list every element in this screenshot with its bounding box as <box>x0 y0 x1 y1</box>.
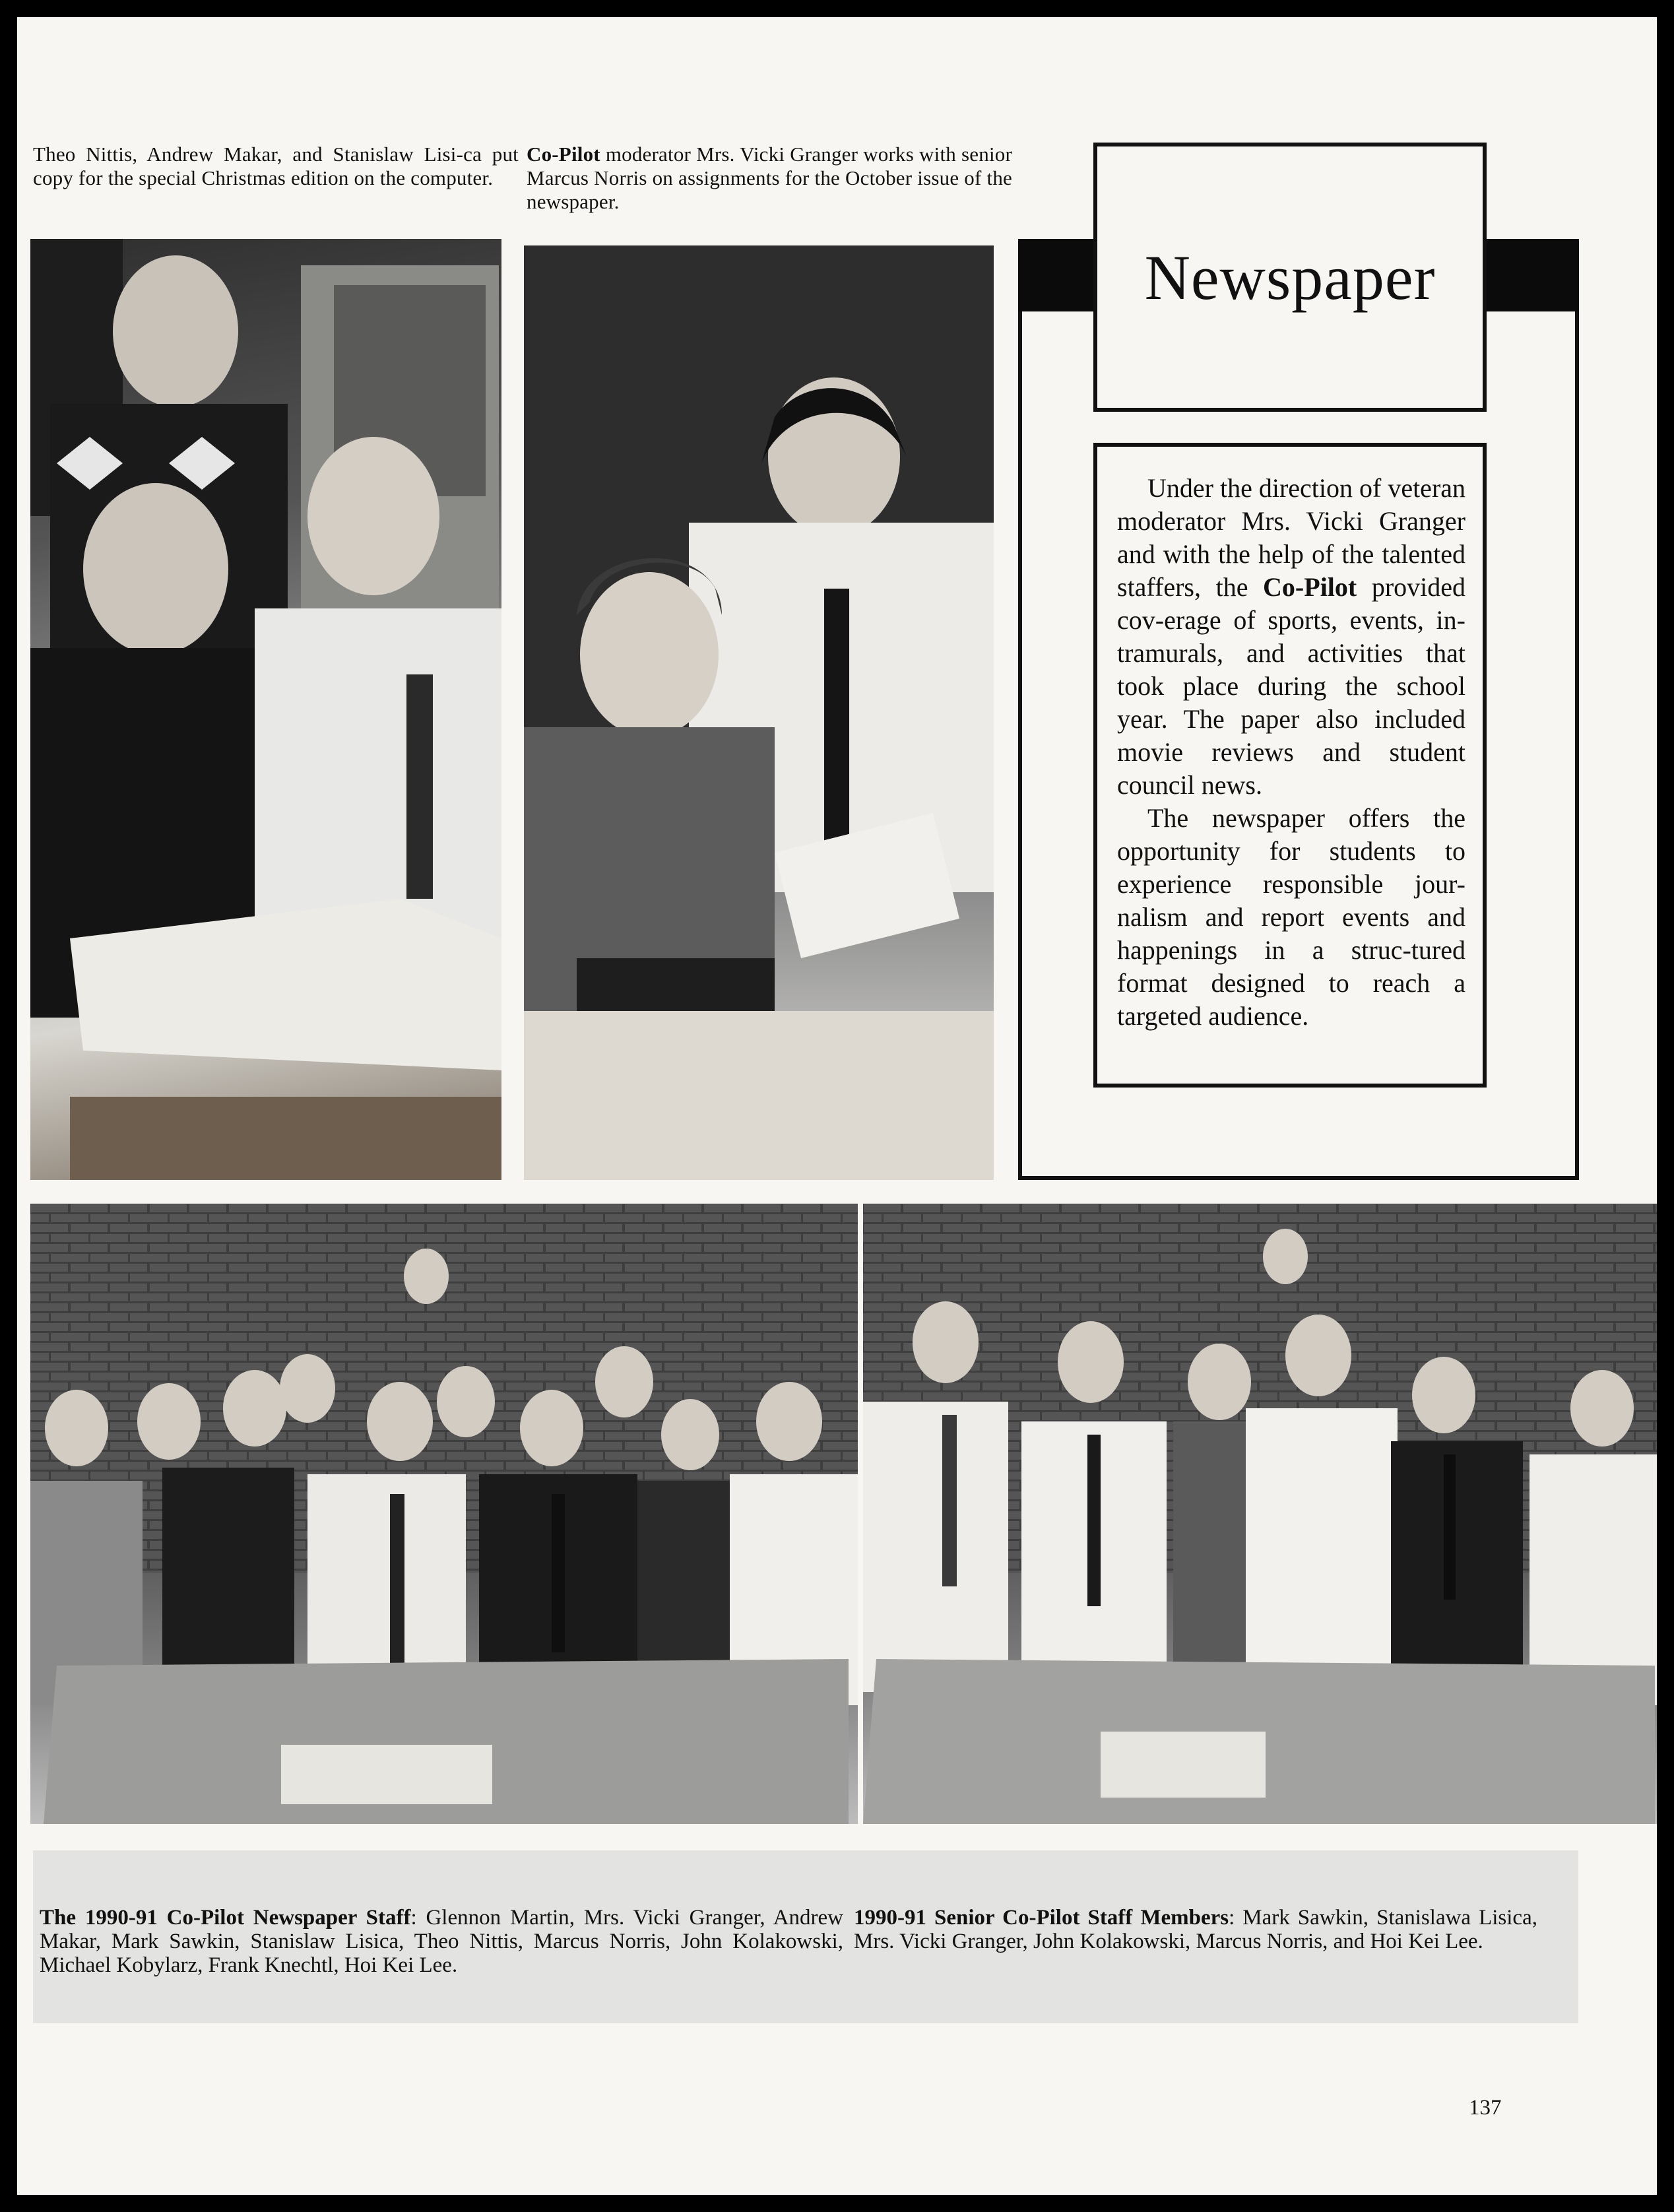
p1-text-b: provided cov-erage of sports, events, in-tramurals, and activities that took place during the school year. The paper also included movie reviews and student council news. <box>1117 572 1466 800</box>
yearbook-page <box>17 17 1657 2195</box>
photo-moderator-student <box>524 245 994 1180</box>
title-band-black-right <box>1483 239 1579 311</box>
caption-full-staff-names: : Glennon Martin, Mrs. Vicki Granger, Andrew Makar, Mark Sawkin, Stanislaw Lisica, Theo Nittis, Marcus Norris, John Kolakowski, Michael Kobylarz, Frank Knechtl, Hoi Kei Lee. <box>40 1906 843 1977</box>
section-paragraph-1 <box>1117 472 1465 802</box>
section-title: Newspaper <box>1144 242 1436 313</box>
caption-senior-staff-names: : Mark Sawkin, Stanislawa Lisica, Mrs. Vicki Granger, John Kolakowski, Marcus Norris, and Hoi Kei Lee. <box>854 1906 1537 1953</box>
section-body-box <box>1093 443 1487 1088</box>
photo-students-computer-art <box>30 239 501 1180</box>
p1-bold: Co-Pilot <box>1263 572 1357 602</box>
p1-text-a: Under the direction of veteran moderator Mrs. Vicki Granger and with the help of the talented staffers, the <box>1117 473 1466 602</box>
caption-senior-staff <box>854 1906 1537 1953</box>
page-number: 137 <box>1469 2096 1502 2120</box>
title-band-black-left <box>1018 239 1096 311</box>
caption-senior-staff-bold: 1990-91 Senior Co-Pilot Staff Members <box>854 1906 1229 1930</box>
photo-full-staff <box>30 1204 858 1824</box>
caption-full-staff <box>40 1906 843 1977</box>
caption-moderator-text: moderator Mrs. Vicki Granger works with senior Marcus Norris on assignments for the October issue of the newspaper. <box>527 143 1012 213</box>
photo-moderator-student-art <box>524 245 994 1180</box>
photo-students-computer <box>30 239 501 1180</box>
photo-senior-staff <box>863 1204 1657 1824</box>
section-title-box <box>1093 143 1487 412</box>
caption-moderator-photo <box>527 143 1012 214</box>
photo-senior-staff-art <box>863 1204 1657 1824</box>
caption-computer-photo: Theo Nittis, Andrew Makar, and Stanislaw Lisi-ca put copy for the special Christmas edition on the computer. <box>33 143 519 189</box>
section-paragraph-2: The newspaper offers the opportunity for students to experience responsible jour-nalism and report events and happenings in a struc-tured format designed to reach a targeted audience. <box>1117 803 1465 1031</box>
photo-full-staff-art <box>30 1204 858 1824</box>
caption-moderator-bold: Co-Pilot <box>527 143 600 166</box>
caption-full-staff-bold: The 1990-91 Co-Pilot Newspaper Staff <box>40 1906 411 1930</box>
